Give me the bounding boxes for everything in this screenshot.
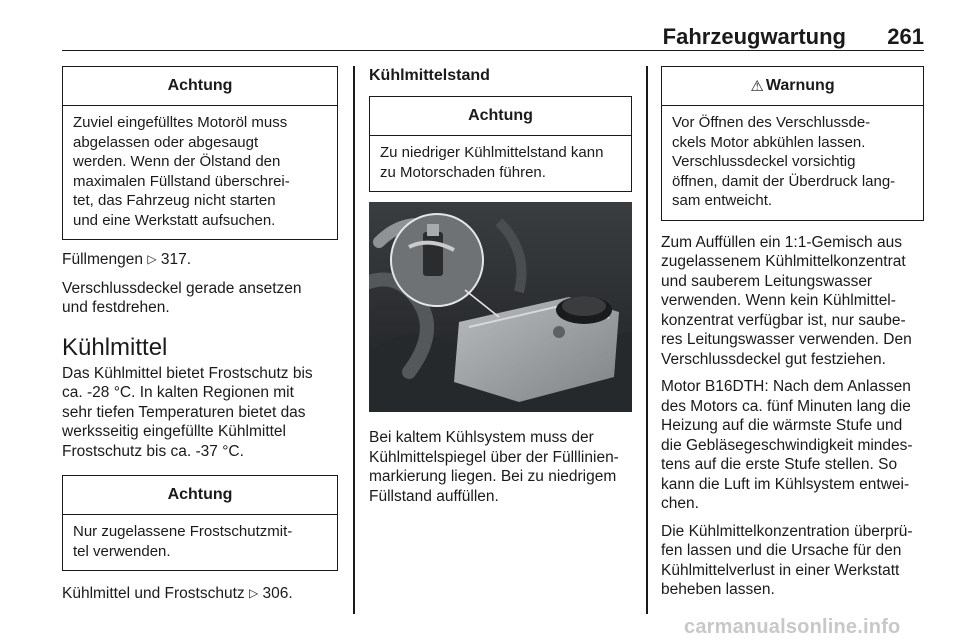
page-header (62, 20, 924, 51)
text-line: res Leitungswasser verwenden. Den (661, 331, 912, 348)
warning-triangle-icon: ⚠ (750, 78, 764, 95)
reference-text: Füllmengen (62, 251, 143, 268)
engine-b16dth-paragraph (661, 377, 924, 514)
cap-instruction (62, 279, 338, 318)
column-left (62, 66, 338, 605)
text-line: Verschlussdeckel gut festziehen. (661, 350, 886, 368)
warning-heading-text: Warnung (765, 77, 835, 94)
caution-heading: Achtung (63, 476, 337, 515)
refill-paragraph (661, 233, 924, 370)
text-line: Verschlussdeckel vorsichtig (672, 153, 856, 170)
text-line: Bei kaltem Kühlsystem muss der (369, 429, 594, 446)
text-line: markierung liegen. Bei zu niedrigem (369, 468, 617, 485)
text-line: tens auf die erste Stufe stellen. So (661, 456, 898, 473)
text-line: ckels Motor abkühlen lassen. (672, 133, 866, 151)
text-line: Heizung auf die wärmste Stufe und (661, 417, 903, 434)
text-line: und sauberem Leitungswasser (661, 272, 873, 290)
text-line: tel verwenden. (73, 542, 171, 560)
text-line: fen lassen und die Ursache für den (661, 542, 902, 559)
caution-heading: Achtung (63, 67, 337, 106)
coolant-level-paragraph (369, 428, 632, 506)
text-line: tet, das Fahrzeug nicht starten (73, 192, 276, 209)
text-line: Vor Öffnen des Verschlussde‑ (672, 114, 871, 131)
text-line: Zu niedriger Kühlmittelstand kann (380, 144, 604, 161)
text-line: sam entweicht. (672, 192, 773, 209)
column-right (661, 66, 924, 600)
reference-arrow-icon: ▷ (248, 586, 259, 600)
text-line: Zuviel eingefülltes Motoröl muss (73, 114, 288, 131)
section-title-coolant: Kühlmittel (62, 333, 168, 361)
engine-bay-photo (369, 202, 632, 412)
text-line: Die Kühlmittelkonzentration überprü‑ (661, 522, 913, 540)
concentration-paragraph (661, 522, 924, 600)
reference-page: 306. (262, 585, 293, 602)
reference-page: 317. (160, 251, 192, 268)
text-line: werden. Wenn der Ölstand den (73, 153, 281, 170)
column-middle (369, 66, 632, 506)
caution-body (370, 136, 631, 191)
text-line: des Motors ca. fünf Minuten lang die (661, 397, 911, 415)
caution-body (63, 106, 337, 239)
coolant-reservoir-illustration (369, 202, 632, 412)
text-line: zu Motorschaden führen. (380, 163, 546, 181)
text-line: die Gebläsegeschwindigkeit mindes‑ (661, 436, 913, 454)
text-line: Motor B16DTH: Nach dem Anlassen (661, 378, 911, 395)
text-line: kann die Luft im Kühlsystem entwei‑ (661, 475, 910, 493)
antifreeze-reference[interactable] (62, 584, 338, 605)
text-line: Füllstand auffüllen. (369, 487, 499, 505)
text-line: Verschlussdeckel gerade ansetzen (62, 279, 302, 297)
text-line: Zum Auffüllen ein 1:1-Gemisch aus (661, 233, 902, 251)
text-line: Kühlmittelspiegel über der Fülllinien‑ (369, 448, 619, 466)
warning-box (661, 66, 924, 221)
reference-text: Kühlmittel und Frostschutz (62, 585, 245, 602)
column-divider-left (353, 66, 355, 614)
text-line: maximalen Füllstand überschrei‑ (73, 172, 290, 190)
text-line: verwenden. Wenn kein Kühlmittel‑ (661, 292, 896, 309)
caution-box-oil (62, 66, 338, 240)
warning-body (662, 106, 923, 220)
subheading-coolant-level: Kühlmittelstand (369, 67, 490, 84)
text-line: öffnen, damit der Überdruck lang‑ (672, 172, 896, 190)
caution-box-antifreeze (62, 475, 338, 571)
caution-box-coolant-level (369, 96, 632, 192)
reference-arrow-icon: ▷ (147, 252, 157, 266)
caution-body (63, 515, 337, 570)
text-line: Frostschutz bis ca. -37 °C. (62, 442, 244, 460)
caution-heading: Achtung (370, 97, 631, 136)
text-line: zugelassenem Kühlmittelkonzentrat (661, 253, 906, 270)
text-line: Das Kühlmittel bietet Frostschutz bis (62, 364, 313, 382)
text-line: beheben lassen. (661, 581, 775, 598)
fill-quantities-reference[interactable] (62, 250, 338, 271)
text-line: sehr tiefen Temperaturen bietet das (62, 403, 306, 421)
page-title: Fahrzeugwartung (662, 24, 846, 49)
text-line: konzentrat verfügbar ist, nur saube‑ (661, 311, 906, 329)
text-line: und eine Werkstatt aufsuchen. (73, 211, 276, 229)
text-line: werksseitig eingefüllte Kühlmittel (62, 423, 286, 440)
text-line: ca. -28 °C. In kalten Regionen mit (62, 384, 294, 401)
text-line: Nur zugelassene Frostschutzmit‑ (73, 523, 293, 540)
page-number: 261 (887, 24, 924, 49)
column-divider-right (646, 66, 648, 614)
text-line: und festdrehen. (62, 299, 170, 316)
text-line: abgelassen oder abgesaugt (73, 133, 259, 151)
text-line: Kühlmittelverlust in einer Werkstatt (661, 561, 900, 579)
watermark: carmanualsonline.info (684, 616, 901, 638)
text-line: chen. (661, 495, 699, 512)
warning-heading (662, 67, 923, 106)
coolant-paragraph (62, 364, 338, 462)
